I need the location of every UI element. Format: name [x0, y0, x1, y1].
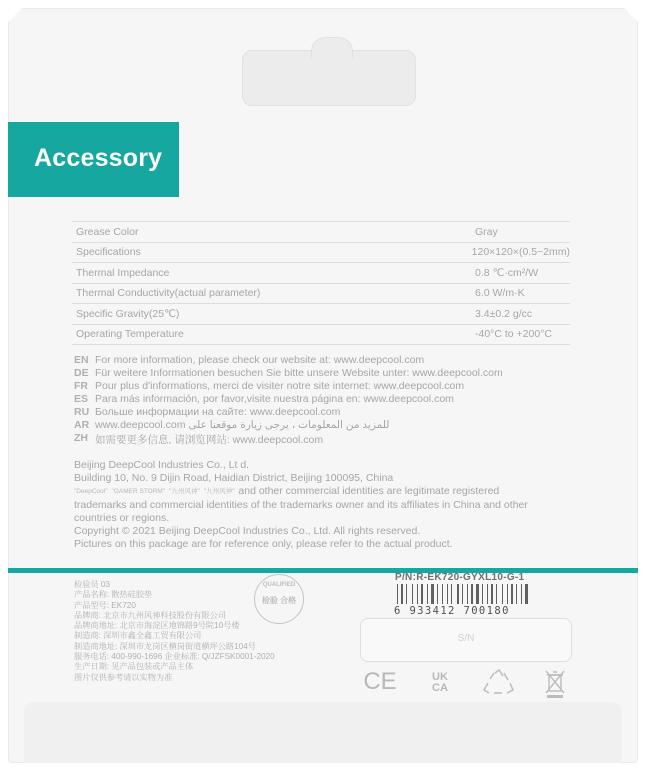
cn-line: 图片仅供参考请以实物为准 [74, 672, 173, 682]
trademark-logo: "GAMER STORM" [111, 488, 166, 496]
trademark-logo: "九州风神" [203, 488, 235, 496]
barcode-stripe [412, 584, 413, 604]
spec-key: Thermal Conductivity(actual parameter) [76, 287, 261, 300]
seal-middle-text: 检验 合格 [261, 596, 297, 605]
barcode-stripe [487, 584, 488, 604]
sn-label: S/N [457, 633, 475, 644]
chinese-info [74, 580, 275, 683]
barcode-stripe [421, 584, 423, 604]
info-line [74, 406, 574, 419]
cn-line: 制造商: 深圳市鑫全鑫工贸有限公司 [74, 631, 202, 641]
ukca-mark-icon [425, 668, 455, 698]
barcode-stripe [417, 584, 418, 604]
corner-cut-right [624, 8, 638, 22]
package-back [8, 8, 638, 763]
language-code: FR [74, 380, 88, 392]
spec-key: Thermal Impedance [76, 266, 170, 279]
barcode-stripe [507, 584, 508, 604]
barcode-stripe [460, 584, 461, 604]
spec-value: Gray [475, 225, 498, 238]
barcode-stripe [504, 584, 506, 604]
recycle-icon [482, 668, 516, 698]
barcode-stripe [509, 584, 510, 604]
barcode-stripe [414, 584, 416, 604]
info-text: Para más información, por favor,visite nuestra página en: www.deepcool.com [95, 393, 454, 405]
barcode-stripe [496, 584, 497, 604]
barcode-stripe [516, 584, 517, 604]
barcode-stripe [419, 584, 420, 604]
language-code: RU [74, 406, 90, 418]
barcode-stripe [489, 584, 490, 604]
barcode-stripe [406, 584, 407, 604]
cn-line: 产品型号: EK720 [74, 600, 136, 610]
part-number: P/N:R-EK720-GYXL10-G-1 [395, 572, 525, 583]
trademark-line [74, 485, 574, 498]
spec-row [72, 242, 570, 263]
company-name: Beijing DeepCool Industries Co., Lt d. [74, 459, 250, 471]
spec-value: -40°C to +200°C [475, 328, 552, 341]
bottom-flap [24, 702, 622, 763]
barcode-stripe [482, 584, 483, 604]
barcode-stripe [464, 584, 466, 604]
language-info [74, 354, 574, 445]
barcode-stripe [476, 584, 479, 604]
barcode-stripe [435, 584, 436, 604]
barcode-stripe [471, 584, 473, 604]
barcode-stripe [518, 584, 520, 604]
barcode-stripe [462, 584, 463, 604]
barcode-stripe [431, 584, 434, 604]
ce-mark-icon: CE [363, 668, 397, 695]
info-text: 如需要更多信息, 请浏览网站: www.deepcool.com [95, 434, 324, 446]
spec-key: Grease Color [76, 225, 139, 238]
spec-value: 6.0 W/m·K [475, 287, 525, 300]
spec-row [72, 221, 570, 242]
barcode-stripe [444, 584, 446, 604]
language-code: ZH [74, 432, 88, 444]
cn-line: 品牌商地址: 北京市海淀区地锦路9号院10号楼 [74, 621, 240, 631]
barcode-stripe [469, 584, 470, 604]
language-code: DE [74, 367, 89, 379]
barcode-stripe [457, 584, 459, 604]
info-line [74, 367, 574, 380]
barcode-stripe [474, 584, 475, 604]
barcode-stripe [498, 584, 501, 604]
barcode-stripe [502, 584, 503, 604]
barcode-stripe [453, 584, 456, 604]
barcode-stripe [521, 584, 522, 604]
barcode-stripe [449, 584, 450, 604]
trademark-text: and other commercial identities are legitimate registered [238, 485, 500, 498]
barcode-stripe [451, 584, 452, 604]
info-text: Больше информации на сайте: www.deepcool.com [95, 406, 341, 418]
spec-row [72, 283, 570, 304]
weee-bin-icon [543, 668, 567, 700]
spec-key: Specifications [76, 246, 141, 259]
spec-key: Operating Temperature [76, 328, 184, 341]
spec-value: 120×120×(0.5~2mm) [471, 246, 570, 259]
info-line [74, 432, 574, 445]
serial-number-box [360, 618, 572, 662]
cn-line: 生产日期: 见产品包装或产品主体 [74, 662, 194, 672]
spec-key: Specific Gravity(25℃) [76, 307, 180, 320]
barcode [397, 584, 555, 604]
info-line [74, 380, 574, 393]
barcode-stripe [511, 584, 513, 604]
corner-cut-left [8, 8, 22, 22]
barcode-stripe [491, 584, 493, 604]
info-text: Für weitere Informationen besuchen Sie bitte unsere Website unter: www.deepcool.com [95, 367, 503, 379]
info-line [74, 419, 574, 432]
barcode-stripe [429, 584, 430, 604]
barcode-stripe [529, 584, 530, 604]
cn-line: 检验员 03 [74, 580, 110, 589]
barcode-stripe [467, 584, 468, 604]
seal-top-text: QUALIFIED [262, 582, 296, 588]
info-text: For more information, please check our website at: www.deepcool.com [95, 354, 425, 366]
barcode-stripe [399, 584, 400, 604]
qualified-seal [254, 574, 304, 624]
info-text: Pour plus d'informations, merci de visiter notre site internet: www.deepcool.com [95, 380, 465, 392]
spec-row [72, 303, 570, 324]
language-code: AR [74, 419, 90, 431]
spec-row [72, 262, 570, 283]
trademark-text: countries or regions. [74, 511, 170, 524]
trademark-logo: "九州风神" [169, 488, 200, 496]
banner-title: Accessory [34, 144, 163, 172]
barcode-stripe [424, 584, 426, 604]
barcode-stripe [401, 584, 403, 604]
barcode-stripe [439, 584, 441, 604]
barcode-stripe [484, 584, 486, 604]
copyright: Copyright © 2021 Beijing DeepCool Industries Co., Ltd. All rights reserved. [74, 525, 421, 538]
language-code: ES [74, 393, 89, 405]
spec-table [72, 221, 570, 345]
info-line [74, 354, 574, 367]
barcode-stripe [523, 584, 524, 604]
barcode-stripe [397, 584, 398, 604]
accessory-banner [8, 122, 179, 197]
barcode-stripe [427, 584, 428, 604]
cn-line: 服务电话: 400-990-1696 企业标准: Q/JZFSK0001-2020 [74, 652, 275, 662]
trademark-text: trademarks and commercial identities of the trademarks owner and its affiliates in China and other [74, 498, 528, 511]
barcode-stripe [447, 584, 448, 604]
info-text: www.deepcool.com للمزيد من المعلومات ، يرجى زيارة موقعنا على [95, 419, 390, 431]
barcode-stripe [494, 584, 495, 604]
barcode-stripe [514, 584, 515, 604]
barcode-stripe [408, 584, 411, 604]
language-code: EN [74, 354, 89, 366]
cn-line: 制造商地址: 深圳市龙岗区横岗街道横坪公路104号 [74, 641, 256, 651]
trademark-logo: "DeepCool" [74, 488, 108, 496]
spec-value: 0.8 ℃·cm²/W [475, 266, 539, 279]
barcode-stripe [437, 584, 438, 604]
barcode-number: 6 933412 700180 [394, 605, 510, 617]
hang-hole [242, 50, 416, 106]
disclaimer: Pictures on this package are for reference only, please refer to the actual product. [74, 538, 453, 551]
company-address: Building 10, No. 9 Dijin Road, Haidian District, Beijing 100095, China [74, 472, 394, 485]
barcode-stripe [480, 584, 481, 604]
info-line [74, 393, 574, 406]
barcode-stripe [442, 584, 443, 604]
barcode-stripe [404, 584, 405, 604]
barcode-stripe [525, 584, 528, 604]
spec-value: 3.4±0.2 g/cc [475, 307, 533, 320]
ukca-text: UK CA [432, 671, 448, 694]
cn-line: 产品名称: 散热硅胶垫 [74, 590, 153, 600]
company-info [74, 459, 574, 551]
spec-row [72, 324, 570, 346]
cn-line: 品牌商: 北京市九州风神科技股份有限公司 [74, 610, 226, 620]
